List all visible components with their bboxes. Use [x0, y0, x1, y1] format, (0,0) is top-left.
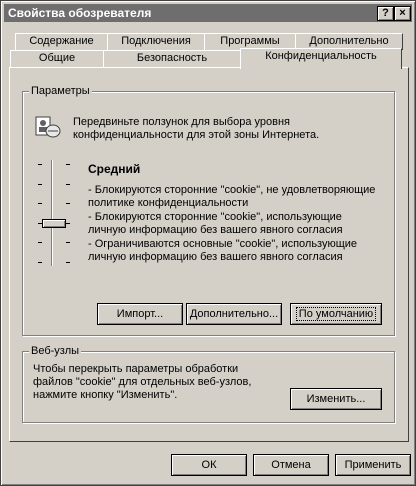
settings-group-label: Параметры	[31, 85, 90, 97]
slider-tick	[38, 203, 42, 204]
title-bar[interactable]	[4, 4, 412, 22]
close-button[interactable]: ×	[394, 6, 411, 21]
import-button-label: Импорт...	[116, 308, 164, 320]
level-description-3: - Блокируются сторонние "cookie", использующие	[88, 211, 342, 223]
tab-general[interactable]: Общие	[10, 50, 104, 67]
tab-content[interactable]: Содержание	[15, 33, 108, 50]
privacy-panel	[9, 67, 409, 442]
tab-connections[interactable]: Подключения	[107, 33, 205, 50]
level-description-6: личную информацию без вашего явного согласия	[88, 251, 343, 263]
apply-button-label: Применить	[344, 459, 402, 471]
ok-button[interactable]	[171, 454, 247, 476]
intro-line-1: Передвиньте ползунок для выбора уровня	[73, 116, 290, 128]
websites-text-2: файлов "cookie" для отдельных веб-узлов,	[33, 376, 252, 388]
slider-tick	[66, 164, 70, 165]
advanced-privacy-button-label: Дополнительно...	[189, 308, 279, 320]
tab-advanced[interactable]: Дополнительно	[295, 33, 403, 50]
websites-text-3: нажмите кнопку "Изменить".	[33, 389, 178, 401]
advanced-privacy-button[interactable]	[186, 303, 282, 325]
window-title: Свойства обозревателя	[8, 6, 152, 20]
level-description-5: - Ограничиваются основные "cookie", использующие	[88, 238, 358, 250]
intro-line-2: конфиденциальности для этой зоны Интернета.	[73, 129, 320, 141]
edit-sites-button[interactable]	[290, 388, 382, 410]
cancel-button-label: Отмена	[271, 459, 311, 471]
slider-tick	[38, 242, 42, 243]
help-button[interactable]: ?	[377, 6, 394, 21]
ok-button-label: ОК	[201, 459, 217, 471]
slider-tick	[38, 184, 42, 185]
slider-tick	[66, 203, 70, 204]
default-level-button[interactable]	[290, 303, 382, 325]
level-description-1: - Блокируются сторонние "cookie", не удовлетворяющие	[88, 184, 376, 196]
default-level-button-label: По умолчанию	[296, 307, 376, 321]
slider-tick	[66, 262, 70, 263]
privacy-level-slider[interactable]	[35, 156, 77, 272]
websites-text-1: Чтобы перекрыть параметры обработки	[33, 363, 239, 375]
level-description-2: политике конфиденциальности	[88, 197, 249, 209]
apply-button[interactable]	[335, 454, 411, 476]
slider-thumb[interactable]	[42, 219, 66, 228]
cancel-button[interactable]	[253, 454, 329, 476]
tab-privacy[interactable]: Конфиденциальность	[240, 48, 402, 69]
privacy-icon	[33, 113, 63, 141]
import-button[interactable]	[97, 303, 183, 325]
level-description-4: личную информацию без вашего явного согласия	[88, 224, 343, 236]
slider-tick	[66, 242, 70, 243]
tab-programs[interactable]: Программы	[204, 33, 296, 50]
privacy-level-name: Средний	[88, 162, 141, 176]
websites-group-label: Веб-узлы	[31, 345, 80, 357]
slider-tick	[66, 184, 70, 185]
slider-tick	[66, 223, 70, 224]
tab-security[interactable]: Безопасность	[103, 50, 241, 67]
edit-sites-button-label: Изменить...	[306, 393, 366, 405]
slider-tick	[38, 164, 42, 165]
slider-tick	[38, 262, 42, 263]
